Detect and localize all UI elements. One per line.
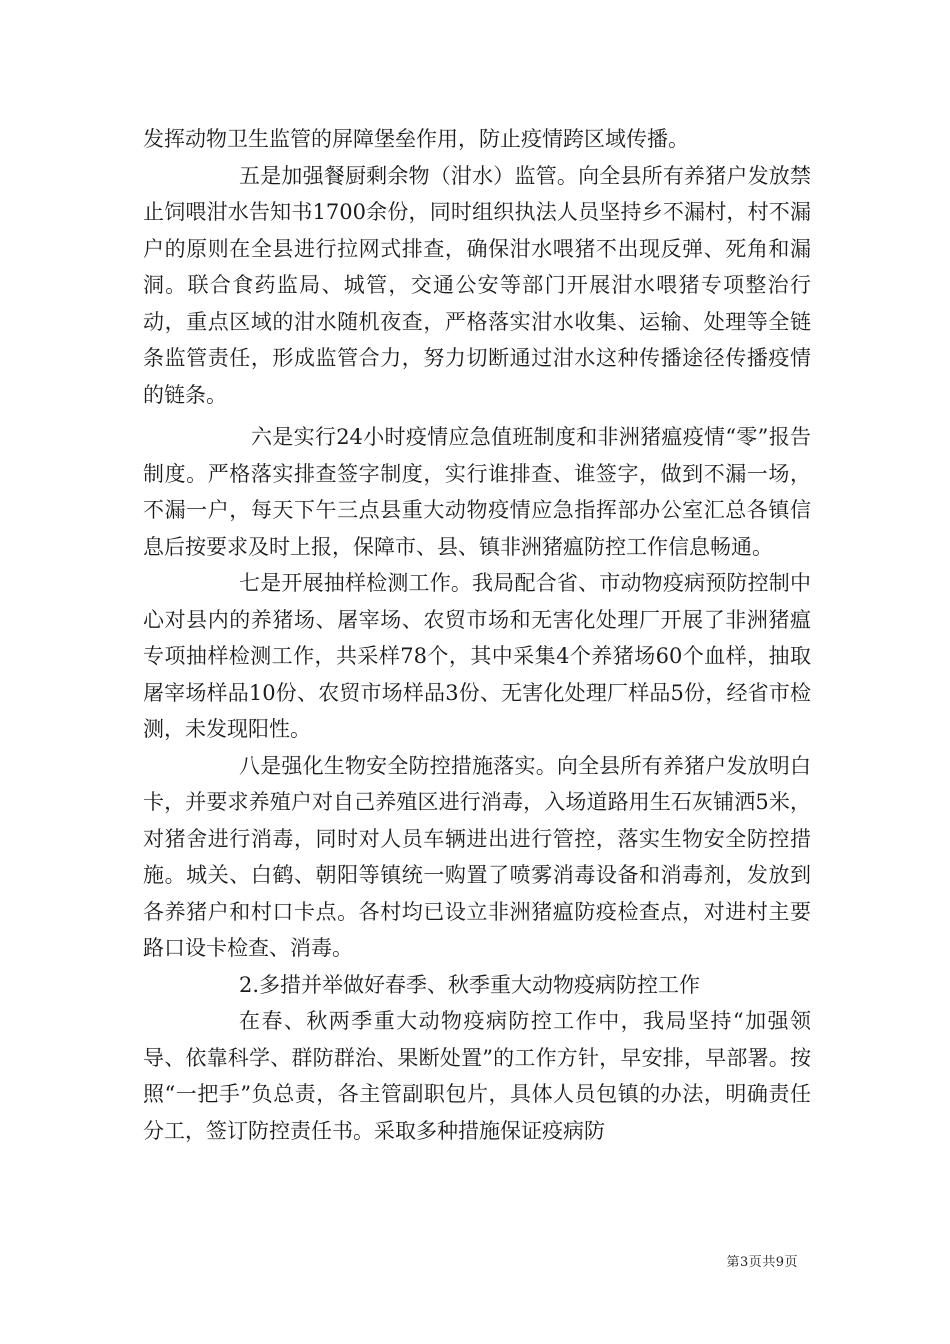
paragraph-item-eight: 八是强化生物安全防控措施落实。向全县所有养猪户发放明白卡，并要求养殖户对自己养殖区进行消毒，入场道路用生石灰铺洒5米，对猪舍进行消毒，同时对人员车辆进出进行管控，落实生物安全防控措施。城关、白鹤、朝阳等镇统一购置了喷雾消毒设备和消毒剂，发放到各养猪户和村口卡点。各村均已设立非洲猪瘟防疫检查点，对进村主要路口设卡检查、消毒。 bbox=[143, 753, 811, 960]
paragraph-item-six: 六是实行24小时疫情应急值班制度和非洲猪瘟疫情“零”报告制度。严格落实排查签字制度，实行谁排查、谁签字，做到不漏一场，不漏一户，每天下午三点县重大动物疫情应急指挥部办公室汇总各镇信息后按要求及时上报，保障市、县、镇非洲猪瘟防控工作信息畅通。 bbox=[143, 425, 811, 559]
paragraph-continuation: 发挥动物卫生监管的屏障堡垒作用，防止疫情跨区域传播。 bbox=[143, 127, 689, 151]
document-body bbox=[143, 121, 811, 1149]
paragraph-section-two: 在春、秋两季重大动物疫病防控工作中，我局坚持“加强领导、依靠科学、群防群治、果断处置”的工作方针，早安排，早部署。按照“一把手”负总责，各主管副职包片，具体人员包镇的办法，明确责任分工，签订防控责任书。采取多种措施保证疫病防 bbox=[143, 1009, 811, 1143]
page-number: 第3页共9页 bbox=[726, 1255, 798, 1270]
section-heading: 2.多措并举做好春季、秋季重大动物疫病防控工作 bbox=[239, 972, 701, 997]
paragraph-item-seven: 七是开展抽样检测工作。我局配合省、市动物疫病预防控制中心对县内的养猪场、屠宰场、农贸市场和无害化处理厂开展了非洲猪瘟专项抽样检测工作，共采样78个，其中采集4个养猪场60个血样，抽取屠宰场样品10份、农贸市场样品3份、无害化处理厂样品5份，经省市检测，未发现阳性。 bbox=[143, 571, 811, 741]
paragraph-item-five: 五是加强餐厨剩余物（泔水）监管。向全县所有养猪户发放禁止饲喂泔水告知书1700余份，同时组织执法人员坚持乡不漏村，村不漏户的原则在全县进行拉网式排查，确保泔水喂猪不出现反弹、死角和漏洞。联合食药监局、城管，交通公安等部门开展泔水喂猪专项整治行动，重点区域的泔水随机夜查，严格落实泔水收集、运输、处理等全链条监管责任，形成监管合力，努力切断通过泔水这种传播途径传播疫情的链条。 bbox=[143, 163, 811, 407]
